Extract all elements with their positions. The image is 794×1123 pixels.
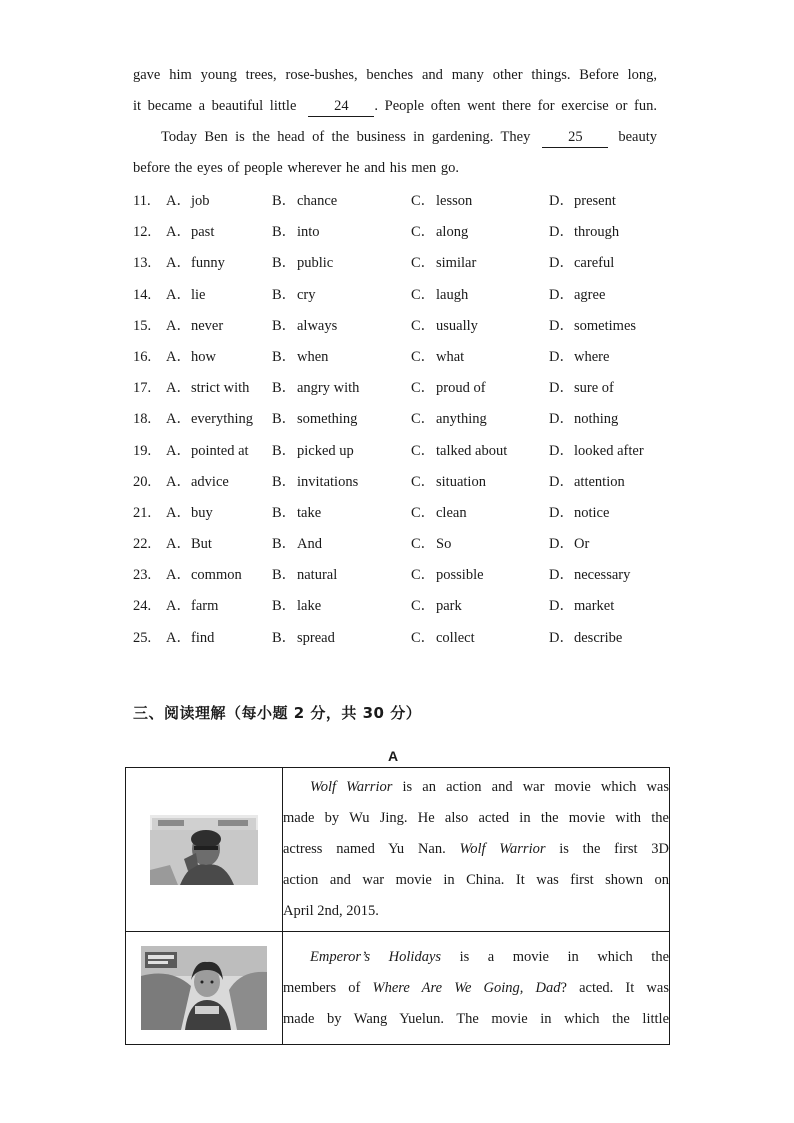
option-text: never (191, 317, 224, 334)
option-label: A． (166, 536, 191, 553)
option-c (411, 591, 462, 622)
option-label: B． (272, 193, 297, 209)
option-text: laugh (436, 286, 469, 303)
option-text: situation (436, 473, 486, 490)
passage-text: it became a beautiful little (133, 98, 297, 114)
option-label: B． (272, 411, 297, 428)
option-label: B． (272, 567, 297, 584)
option-text: anything (436, 411, 487, 428)
option-a (166, 467, 229, 498)
option-label: A． (166, 504, 191, 521)
option-a (166, 217, 214, 248)
option-text: cry (297, 286, 316, 303)
option-d (549, 498, 609, 529)
option-text: find (191, 629, 215, 646)
option-d (549, 217, 619, 248)
option-label: C． (411, 504, 436, 521)
option-c (411, 560, 484, 591)
option-text: through (574, 224, 620, 241)
movie-poster-image (141, 946, 267, 1030)
option-a (166, 623, 214, 654)
option-text: careful (574, 255, 615, 272)
question-row (133, 436, 673, 467)
option-text: past (191, 224, 215, 241)
question-number: 19. (133, 442, 152, 459)
option-label: D． (549, 348, 574, 365)
option-label: C． (411, 567, 436, 584)
option-c (411, 280, 468, 311)
passage-paragraph-2 (133, 122, 657, 184)
option-text: what (436, 348, 465, 365)
option-label: C． (411, 255, 436, 272)
option-label: B． (272, 286, 297, 303)
question-number: 14. (133, 286, 152, 303)
option-label: D． (549, 598, 574, 615)
option-label: C． (411, 286, 436, 303)
option-label: C． (411, 193, 436, 209)
option-a (166, 311, 223, 342)
desc-line: Wolf Warrior is an action and war movie which was (310, 779, 670, 795)
table-row (126, 932, 670, 1045)
option-label: B． (272, 255, 297, 272)
desc-line: made by Wang Yuelun. The movie in which the little (283, 1010, 669, 1027)
question-row (133, 623, 673, 654)
option-d (549, 248, 614, 279)
option-a (166, 186, 210, 217)
option-a (166, 404, 253, 435)
option-text: lake (297, 598, 322, 615)
option-b (272, 560, 337, 591)
option-label: A． (166, 473, 191, 490)
option-text: usually (436, 317, 478, 334)
option-b (272, 498, 321, 529)
passage-text: beauty (618, 129, 657, 145)
option-label: B． (272, 473, 297, 490)
option-text: along (436, 224, 469, 241)
question-row (133, 342, 673, 373)
option-label: D． (549, 567, 574, 584)
movie-description (283, 932, 670, 1045)
question-number: 11. (133, 193, 151, 209)
option-b (272, 342, 328, 373)
question-row (133, 467, 673, 498)
desc-line: actress named Yu Nan. Wolf Warrior is the first 3D (283, 841, 669, 857)
option-b (272, 373, 359, 404)
option-text: pointed at (191, 442, 249, 459)
option-b (272, 436, 354, 467)
option-d (549, 623, 622, 654)
option-label: D． (549, 286, 574, 303)
option-text: buy (191, 504, 213, 521)
option-label: B． (272, 504, 297, 521)
option-text: necessary (574, 567, 631, 584)
option-a (166, 436, 249, 467)
option-label: A． (166, 348, 191, 365)
movie-photo-cell (126, 932, 283, 1045)
option-text: notice (574, 504, 610, 521)
option-c (411, 186, 472, 217)
option-a (166, 591, 218, 622)
option-text: collect (436, 629, 475, 646)
option-d (549, 342, 609, 373)
option-text: funny (191, 255, 225, 272)
desc-line: made by Wu Jing. He also acted in the movie with the (283, 810, 669, 826)
option-d (549, 280, 605, 311)
option-text: clean (436, 504, 467, 521)
option-label: A． (166, 598, 191, 615)
desc-line: members of Where Are We Going, Dad? acted. It was (283, 979, 669, 996)
option-a (166, 373, 249, 404)
option-d (549, 373, 614, 404)
question-number: 22. (133, 536, 152, 553)
question-number: 16. (133, 348, 152, 365)
question-row (133, 498, 673, 529)
option-label: A． (166, 317, 191, 334)
desc-line: Emperor’s Holidays is a movie in which the (310, 948, 669, 965)
passage-line (133, 122, 657, 153)
option-d (549, 436, 644, 467)
option-text: lesson (436, 193, 473, 209)
option-label: B． (272, 224, 297, 241)
question-number: 25. (133, 629, 152, 646)
option-c (411, 217, 468, 248)
option-c (411, 467, 486, 498)
option-label: B． (272, 317, 297, 334)
option-label: A． (166, 442, 191, 459)
option-c (411, 498, 467, 529)
option-a (166, 248, 225, 279)
option-text: describe (574, 629, 623, 646)
option-label: A． (166, 380, 191, 397)
question-number: 21. (133, 504, 152, 521)
option-text: into (297, 224, 320, 241)
option-text: attention (574, 473, 625, 490)
option-label: A． (166, 193, 191, 209)
option-label: C． (411, 224, 436, 241)
option-c (411, 311, 478, 342)
option-text: something (297, 411, 358, 428)
option-text: park (436, 598, 462, 615)
option-label: C． (411, 411, 436, 428)
option-label: D． (549, 224, 574, 241)
option-text: picked up (297, 442, 354, 459)
option-label: C． (411, 380, 436, 397)
option-text: agree (574, 286, 606, 303)
desc-line: April 2nd, 2015. (283, 903, 379, 919)
option-d (549, 186, 616, 217)
option-label: C． (411, 629, 436, 646)
option-a (166, 342, 216, 373)
option-label: B． (272, 536, 297, 553)
question-row (133, 311, 673, 342)
passage-text: . People often went there for exercise or fun. (374, 98, 657, 114)
option-c (411, 404, 487, 435)
question-row (133, 560, 673, 591)
option-label: C． (411, 473, 436, 490)
option-text: job (191, 193, 210, 209)
option-text: similar (436, 255, 477, 272)
passage-line (133, 91, 657, 122)
option-text: everything (191, 411, 254, 428)
option-label: D． (549, 504, 574, 521)
movie-poster-image (150, 815, 258, 885)
option-d (549, 404, 618, 435)
option-text: possible (436, 567, 484, 584)
option-label: C． (411, 348, 436, 365)
option-d (549, 311, 636, 342)
option-b (272, 217, 320, 248)
option-b (272, 529, 322, 560)
option-c (411, 342, 464, 373)
option-text: spread (297, 629, 335, 646)
blank-25: 25 (542, 127, 608, 148)
question-row (133, 186, 673, 217)
option-label: C． (411, 442, 436, 459)
option-text: when (297, 348, 329, 365)
option-label: D． (549, 629, 574, 646)
option-b (272, 311, 337, 342)
passage-text: Today Ben is the head of the business in gardening. They (161, 129, 531, 145)
option-text: always (297, 317, 338, 334)
option-c (411, 373, 486, 404)
option-a (166, 560, 242, 591)
option-label: A． (166, 411, 191, 428)
option-b (272, 280, 316, 311)
option-b (272, 591, 321, 622)
option-b (272, 248, 333, 279)
option-label: D． (549, 442, 574, 459)
option-c (411, 436, 507, 467)
option-text: common (191, 567, 242, 584)
question-row (133, 529, 673, 560)
option-label: D． (549, 317, 574, 334)
option-text: looked after (574, 442, 644, 459)
option-c (411, 623, 475, 654)
option-c (411, 529, 451, 560)
option-b (272, 467, 358, 498)
option-a (166, 529, 212, 560)
option-text: sometimes (574, 317, 637, 334)
option-text: nothing (574, 411, 619, 428)
option-label: A． (166, 629, 191, 646)
section-title: 三、阅读理解（每小题 2 分，共 30 分） (133, 704, 422, 722)
option-text: take (297, 504, 322, 521)
option-label: B． (272, 442, 297, 459)
option-label: C． (411, 598, 436, 615)
table-row (126, 768, 670, 932)
option-label: C． (411, 536, 436, 553)
option-b (272, 404, 357, 435)
option-text: how (191, 348, 216, 365)
movie-description (283, 768, 670, 932)
option-text: invitations (297, 473, 359, 490)
question-number: 13. (133, 255, 152, 272)
option-text: present (574, 193, 616, 209)
question-row (133, 373, 673, 404)
option-text: chance (297, 193, 338, 209)
question-number: 23. (133, 567, 152, 584)
option-label: D． (549, 473, 574, 490)
option-text: market (574, 598, 615, 615)
option-text: Or (574, 536, 590, 553)
option-label: B． (272, 629, 297, 646)
option-label: B． (272, 598, 297, 615)
question-list (133, 186, 673, 654)
option-a (166, 280, 206, 311)
question-row (133, 280, 673, 311)
option-label: D． (549, 193, 574, 209)
option-text: talked about (436, 442, 508, 459)
option-label: A． (166, 567, 191, 584)
option-label: C． (411, 317, 436, 334)
movie-title: Emperor’s Holidays (310, 948, 442, 965)
question-row (133, 404, 673, 435)
passage-paragraph-1 (133, 60, 657, 122)
option-text: public (297, 255, 334, 272)
option-label: B． (272, 380, 297, 397)
option-label: D． (549, 411, 574, 428)
question-number: 20. (133, 473, 152, 490)
question-number: 15. (133, 317, 152, 334)
option-text: advice (191, 473, 229, 490)
movie-title: Wolf Warrior (310, 779, 393, 795)
option-text: sure of (574, 380, 614, 397)
question-number: 12. (133, 224, 152, 241)
option-text: angry with (297, 380, 360, 397)
show-title: Where Are We Going, Dad (372, 979, 561, 996)
option-label: A． (166, 224, 191, 241)
passage-line: before the eyes of people wherever he and his men go. (133, 160, 460, 176)
movie-photo-cell (126, 768, 283, 932)
option-label: D． (549, 380, 574, 397)
option-d (549, 591, 614, 622)
option-c (411, 248, 476, 279)
option-b (272, 623, 335, 654)
option-text: And (297, 536, 322, 553)
part-label: A (388, 748, 399, 764)
option-text: But (191, 536, 212, 553)
option-label: A． (166, 286, 191, 303)
question-number: 18. (133, 411, 152, 428)
passage-line: gave him young trees, rose-bushes, benches and many other things. Before long, (133, 67, 657, 83)
desc-line: action and war movie in China. It was first shown on (283, 872, 669, 888)
option-d (549, 529, 589, 560)
blank-24: 24 (308, 96, 374, 117)
option-label: A． (166, 255, 191, 272)
question-row (133, 591, 673, 622)
movie-table (125, 767, 670, 1045)
option-d (549, 560, 630, 591)
option-text: natural (297, 567, 338, 584)
option-text: strict with (191, 380, 250, 397)
option-b (272, 186, 337, 217)
option-d (549, 467, 625, 498)
question-number: 24. (133, 598, 152, 615)
option-label: D． (549, 255, 574, 272)
option-label: D． (549, 536, 574, 553)
option-a (166, 498, 213, 529)
option-label: B． (272, 348, 297, 365)
option-text: where (574, 348, 610, 365)
question-row (133, 248, 673, 279)
movie-title: Wolf Warrior (459, 841, 546, 857)
option-text: farm (191, 598, 219, 615)
option-text: So (436, 536, 452, 553)
question-number: 17. (133, 380, 152, 397)
option-text: lie (191, 286, 206, 303)
option-text: proud of (436, 380, 486, 397)
question-row (133, 217, 673, 248)
